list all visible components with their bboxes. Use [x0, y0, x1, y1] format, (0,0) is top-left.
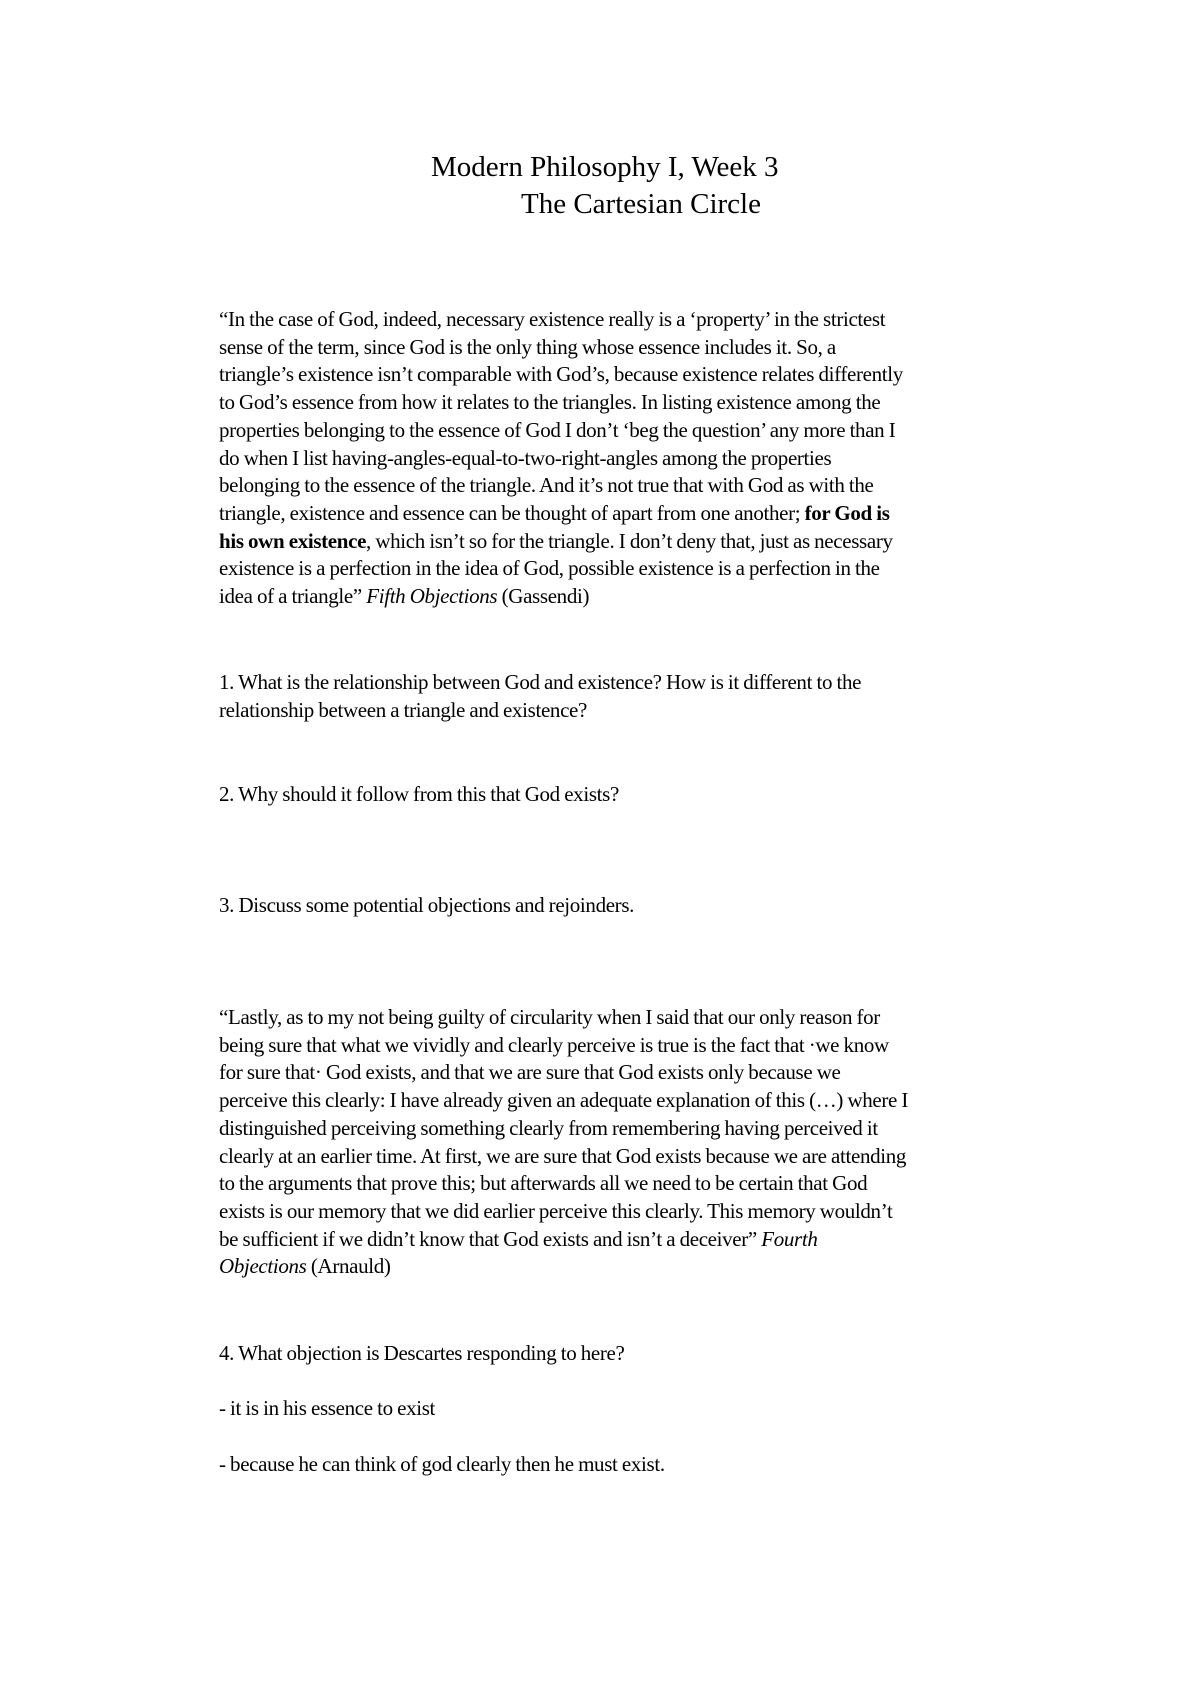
- page-title-text: Modern Philosophy I, Week 3: [431, 151, 779, 183]
- quote-line: for sure that· God exists, and that we are sure that God exists only because we: [219, 1060, 841, 1085]
- quote-text: idea of a triangle”: [219, 584, 367, 609]
- page-subtitle-text: The Cartesian Circle: [521, 188, 761, 220]
- quote-emphasis: his own existence: [219, 528, 367, 553]
- answer-1: [219, 1395, 1079, 1423]
- quote-line: [219, 1226, 1079, 1254]
- quote-source-author: (Arnauld): [306, 1254, 391, 1279]
- quote-source-title: Fifth Objections: [366, 584, 498, 609]
- quote-source-title: Objections: [219, 1254, 307, 1279]
- question-4: [219, 1340, 1079, 1368]
- quote-text: , which isn’t so for the triangle. I don’t deny that, just as necessary: [366, 528, 893, 553]
- quote-line: belonging to the essence of the triangle. And it’s not true that with God as with the: [219, 473, 874, 498]
- quote-line: being sure that what we vividly and clearly perceive is true is the fact that ·we know: [219, 1032, 889, 1057]
- question-line: 1. What is the relationship between God and existence? How is it different to the: [219, 670, 862, 694]
- quote-text: triangle, existence and essence can be thought of apart from one another;: [219, 500, 805, 525]
- quote-line: clearly at an earlier time. At first, we are sure that God exists because we are attending: [219, 1143, 907, 1168]
- quote-text: be sufficient if we didn’t know that God exists and isn’t a deceiver”: [219, 1226, 762, 1251]
- question-1: [219, 669, 1079, 724]
- quote-gassendi: [219, 306, 1079, 611]
- answer-line: - it is in his essence to exist: [219, 1396, 436, 1420]
- quote-line: [219, 500, 1079, 528]
- quote-line: “Lastly, as to my not being guilty of circularity when I said that our only reason for: [219, 1005, 880, 1029]
- quote-arnauld: [219, 1004, 1079, 1281]
- quote-line: triangle’s existence isn’t comparable with God’s, because existence relates differently: [219, 362, 903, 387]
- quote-line: [219, 1253, 1079, 1281]
- quote-line: [219, 583, 1079, 611]
- quote-source-author: (Gassendi): [497, 584, 590, 609]
- quote-line: properties belonging to the essence of God I don’t ‘beg the question’ any more than I: [219, 417, 896, 442]
- quote-source-title: Fourth: [761, 1226, 818, 1251]
- question-line: 4. What objection is Descartes responding to here?: [219, 1341, 625, 1365]
- quote-line: to God’s essence from how it relates to the triangles. In listing existence among the: [219, 390, 881, 415]
- quote-line: do when I list having-angles-equal-to-two-right-angles among the properties: [219, 445, 832, 470]
- quote-line: exists is our memory that we did earlier perceive this clearly. This memory wouldn’t: [219, 1198, 893, 1223]
- quote-line: existence is a perfection in the idea of God, possible existence is a perfection in the: [219, 556, 880, 581]
- question-3: [219, 892, 1079, 920]
- quote-emphasis: for God is: [804, 500, 890, 525]
- quote-line: sense of the term, since God is the only thing whose essence includes it. So, a: [219, 334, 836, 359]
- question-2: [219, 781, 1079, 809]
- quote-line: distinguished perceiving something clearly from remembering having perceived it: [219, 1115, 878, 1140]
- quote-line: [219, 528, 1079, 556]
- quote-line: to the arguments that prove this; but afterwards all we need to be certain that God: [219, 1171, 868, 1196]
- question-line: 2. Why should it follow from this that God exists?: [219, 782, 619, 806]
- quote-line: “In the case of God, indeed, necessary existence really is a ‘property’ in the strictest: [219, 307, 886, 331]
- question-line: 3. Discuss some potential objections and rejoinders.: [219, 893, 635, 917]
- quote-line: perceive this clearly: I have already given an adequate explanation of this (…) where I: [219, 1088, 909, 1113]
- answer-2: [219, 1451, 1079, 1479]
- question-line: relationship between a triangle and existence?: [219, 697, 587, 722]
- answer-line: - because he can think of god clearly then he must exist.: [219, 1452, 665, 1476]
